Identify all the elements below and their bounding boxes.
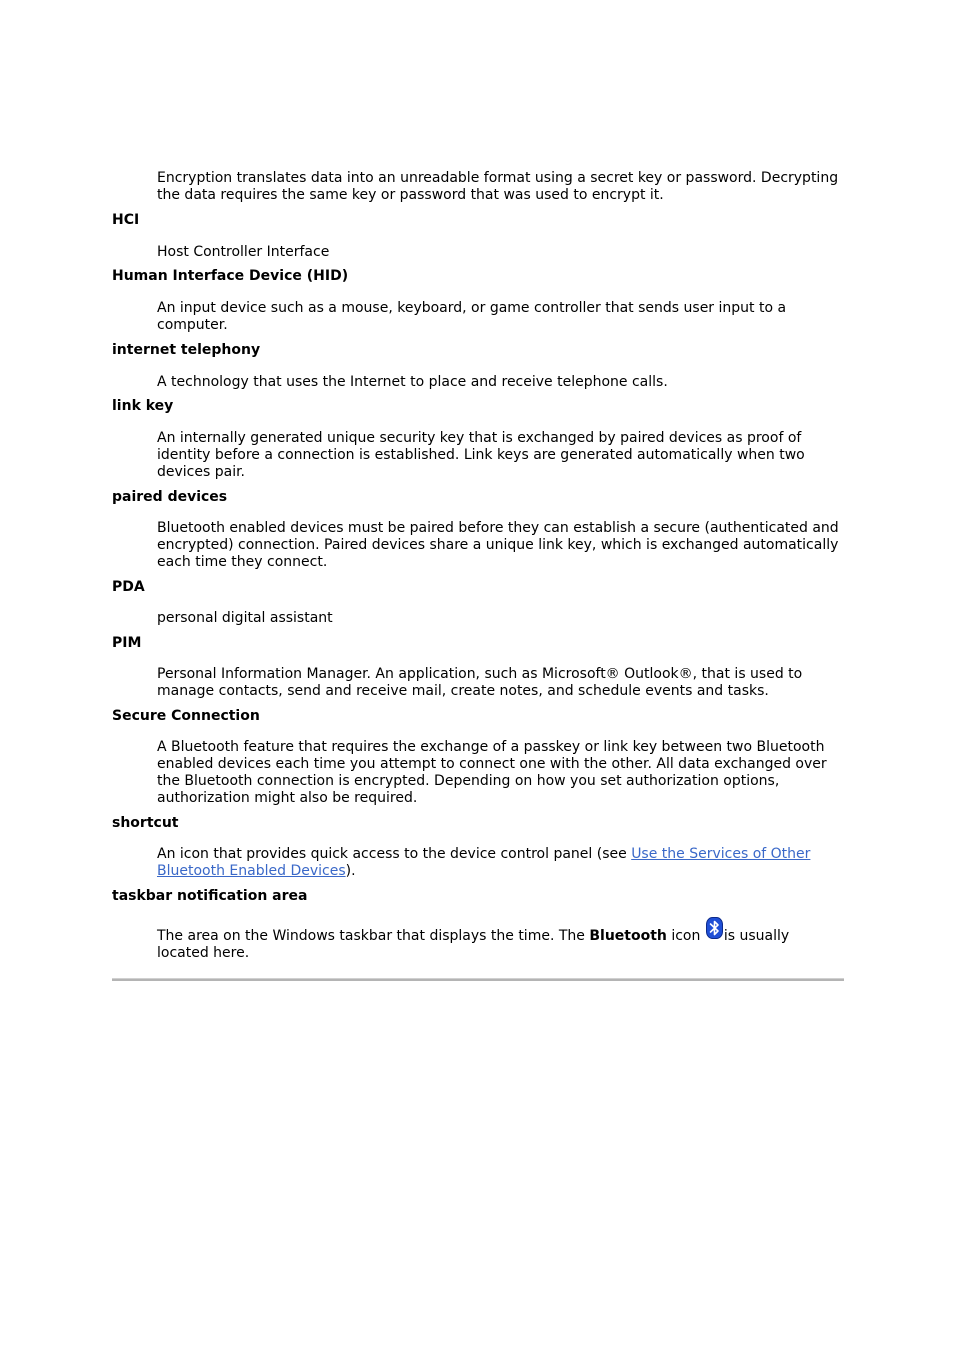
term-shortcut: shortcut <box>112 815 179 831</box>
description-pda: personal digital assistant <box>157 610 333 626</box>
description-link-key: An internally generated unique security key that is exchanged by paired devices as proof of identity before a connection is established. Link keys are generated automatically when two devices pair. <box>157 430 805 480</box>
bluetooth-bold-text: Bluetooth <box>589 928 667 944</box>
description-secure-connection: A Bluetooth feature that requires the exchange of a passkey or link key between two Bluetooth enabled devices each time you attempt to connect one with the other. All data exchanged over the Bluetooth connection is encrypted. Depending on how you set authorization options, authorization might also be required. <box>157 739 827 806</box>
term-internet-telephony: internet telephony <box>112 342 261 358</box>
taskbar-text-middle: icon <box>666 928 705 944</box>
term-paired-devices: paired devices <box>112 489 228 505</box>
shortcut-text-before: An icon that provides quick access to the device control panel (see <box>157 846 632 862</box>
description-hid: An input device such as a mouse, keyboard, or game controller that sends user input to a computer. <box>157 300 787 333</box>
description-paired-devices: Bluetooth enabled devices must be paired before they can establish a secure (authenticated and encrypted) connection. Paired devices share a unique link key, which is exchanged automatically each time they connect. <box>157 520 839 570</box>
term-pim: PIM <box>112 635 142 651</box>
use-services-link[interactable]: Use the Services of Other Bluetooth Enabled Devices <box>157 846 811 879</box>
encryption-description: Encryption translates data into an unreadable format using a secret key or password. Decrypting the data requires the same key or password that was used to encrypt it. <box>157 170 839 203</box>
taskbar-text-before: The area on the Windows taskbar that displays the time. The <box>157 928 590 944</box>
shortcut-text-after: ). <box>345 863 356 879</box>
description-taskbar-notification-area <box>157 917 844 962</box>
term-hci: HCI <box>112 212 140 228</box>
term-secure-connection: Secure Connection <box>112 708 260 724</box>
description-internet-telephony: A technology that uses the Internet to place and receive telephone calls. <box>157 374 668 390</box>
horizontal-rule <box>112 978 844 981</box>
taskbar-text-after: is usually located here. <box>157 928 790 961</box>
description-hci: Host Controller Interface <box>157 244 330 260</box>
glossary <box>112 170 844 962</box>
term-hid: Human Interface Device (HID) <box>112 268 349 284</box>
description-pim: Personal Information Manager. An application, such as Microsoft® Outlook®, that is used to manage contacts, send and receive mail, create notes, and schedule events and tasks. <box>157 666 803 699</box>
description-shortcut <box>157 846 844 880</box>
term-taskbar-notification-area: taskbar notification area <box>112 888 308 904</box>
term-pda: PDA <box>112 579 145 595</box>
term-link-key: link key <box>112 398 174 414</box>
bluetooth-icon <box>706 917 723 939</box>
